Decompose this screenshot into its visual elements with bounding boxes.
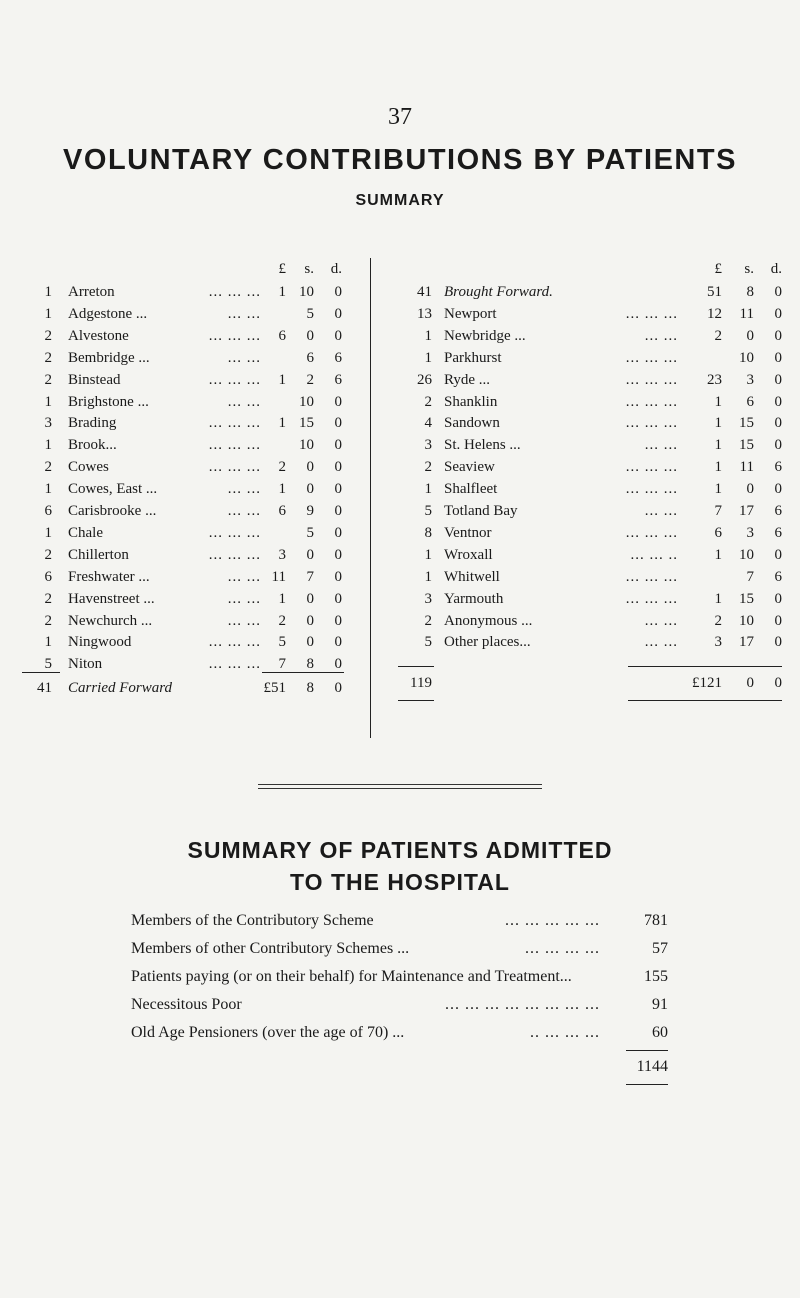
row-shillings: 5 [306, 524, 314, 541]
pounds-header: £ [714, 261, 722, 277]
row-pence: 0 [774, 349, 782, 366]
row-pence: 0 [334, 327, 342, 344]
row-pence: 0 [774, 284, 782, 300]
row-shillings: 7 [746, 568, 754, 585]
row-dots: ... ... ... [625, 481, 678, 498]
row-dots: ... ... ... [208, 327, 261, 344]
row-pounds: 6 [278, 327, 286, 344]
row-shillings: 17 [739, 503, 754, 519]
row-pence: 0 [774, 590, 782, 607]
row-place: Freshwater ... [68, 568, 150, 585]
row-place: Alvestone [68, 327, 129, 344]
row-count: 1 [44, 634, 52, 651]
right-count-rule [398, 666, 434, 667]
right-row [0, 631, 800, 653]
row-pounds: 2 [278, 459, 286, 476]
right-row [0, 566, 800, 588]
right-row [0, 522, 800, 544]
left-total-label: Carried Forward [68, 680, 173, 696]
row-pounds: 1 [714, 590, 722, 607]
row-shillings: 0 [306, 634, 314, 651]
row-count: 1 [44, 393, 52, 410]
row-dots: ... ... [644, 634, 678, 651]
right-amount-underline [628, 700, 782, 701]
right-column-header [0, 258, 800, 280]
row-pence: 0 [334, 656, 342, 673]
admissions-total: 1144 [636, 1058, 668, 1075]
admissions-dots: ... ... ... ... ... [505, 912, 600, 929]
row-place: Anonymous ... [444, 612, 533, 629]
row-pounds: 1 [714, 546, 722, 563]
row-count: 6 [44, 503, 52, 519]
row-dots: ... ... ... [208, 437, 261, 454]
row-shillings: 15 [739, 437, 754, 454]
row-count: 2 [44, 371, 52, 388]
row-shillings: 10 [299, 437, 314, 454]
row-dots: ... ... ... [625, 305, 678, 322]
row-count: 41 [417, 284, 432, 300]
row-count: 5 [424, 503, 432, 519]
row-count: 1 [44, 524, 52, 541]
row-pounds: 1 [278, 481, 286, 498]
row-dots: ... ... ... [208, 459, 261, 476]
row-shillings: 0 [306, 481, 314, 498]
row-dots: ... ... ... [208, 415, 261, 432]
right-row [0, 610, 800, 632]
row-shillings: 11 [739, 305, 754, 322]
right-row [0, 325, 800, 347]
row-place: Wroxall [444, 546, 493, 563]
row-dots: ... ... [227, 612, 261, 629]
row-count: 2 [44, 546, 52, 563]
row-dots: ... ... ... [625, 590, 678, 607]
left-total-pence: 0 [334, 680, 342, 696]
row-pence: 6 [334, 371, 342, 388]
row-pounds: 2 [714, 327, 722, 344]
row-pounds: 23 [707, 371, 722, 388]
row-count: 2 [44, 327, 52, 344]
row-shillings: 6 [746, 393, 754, 410]
row-pence: 0 [334, 415, 342, 432]
admissions-value: 60 [652, 1024, 668, 1041]
row-dots: ... ... ... [625, 459, 678, 476]
admissions-label: Old Age Pensioners (over the age of 70) ... [131, 1024, 405, 1041]
row-shillings: 6 [306, 349, 314, 366]
right-row [0, 347, 800, 369]
row-count: 1 [424, 481, 432, 498]
right-row [0, 478, 800, 500]
row-count: 5 [424, 634, 432, 651]
row-pounds: 3 [714, 634, 722, 651]
admissions-dots: ... ... ... ... ... ... ... ... [445, 996, 600, 1013]
row-pounds: 6 [278, 503, 286, 519]
shillings-header: s. [744, 261, 754, 277]
row-pounds: 2 [714, 612, 722, 629]
row-place: Arreton [68, 284, 115, 300]
row-dots: ... ... [227, 349, 261, 366]
row-shillings: 9 [306, 503, 314, 519]
row-place: Newbridge ... [444, 327, 526, 344]
right-total-row [0, 672, 800, 694]
row-count: 1 [424, 327, 432, 344]
row-pence: 0 [334, 524, 342, 541]
right-row [0, 434, 800, 456]
right-row [0, 369, 800, 391]
row-place: Niton [68, 656, 103, 673]
admissions-row [0, 964, 800, 990]
row-pence: 0 [334, 284, 342, 300]
right-row [0, 412, 800, 434]
row-dots: ... ... ... [208, 546, 261, 563]
row-pence: 0 [774, 634, 782, 651]
row-pounds: 6 [714, 524, 722, 541]
left-total-count: 41 [37, 680, 52, 696]
section-separator-top [258, 784, 542, 785]
row-count: 2 [44, 612, 52, 629]
admissions-dots: ... ... ... ... [525, 940, 600, 957]
row-count: 2 [44, 349, 52, 366]
page-title: VOLUNTARY CONTRIBUTIONS BY PATIENTS [63, 144, 737, 176]
row-pounds: 5 [278, 634, 286, 651]
admissions-label: Patients paying (or on their behalf) for Maintenance and Treatment... [131, 968, 572, 985]
row-pence: 6 [774, 568, 782, 585]
row-place: Havenstreet ... [68, 590, 155, 607]
row-shillings: 10 [739, 349, 754, 366]
right-total-pence: 0 [774, 675, 782, 691]
row-count: 3 [424, 437, 432, 454]
row-dots: ... ... ... [208, 371, 261, 388]
row-place: Cowes, East ... [68, 481, 158, 498]
row-place: St. Helens ... [444, 437, 521, 454]
row-pounds: 12 [707, 305, 722, 322]
admissions-row [0, 992, 800, 1018]
column-divider [370, 258, 371, 738]
row-place: Newchurch ... [68, 612, 153, 629]
row-place: Shanklin [444, 393, 498, 410]
row-dots: ... ... ... [208, 284, 261, 300]
row-pounds: 1 [714, 459, 722, 476]
row-place: Newport [444, 305, 497, 322]
row-shillings: 0 [306, 590, 314, 607]
admissions-row [0, 1020, 800, 1046]
row-dots: ... ... [644, 612, 678, 629]
row-count: 1 [44, 437, 52, 454]
right-row [0, 303, 800, 325]
row-pounds: 1 [278, 371, 286, 388]
row-count: 3 [424, 590, 432, 607]
row-count: 2 [44, 590, 52, 607]
row-pence: 0 [774, 612, 782, 629]
row-place: Carisbrooke ... [68, 503, 157, 519]
row-pence: 0 [334, 546, 342, 563]
row-count: 2 [424, 459, 432, 476]
row-dots: ... ... .. [630, 546, 678, 563]
row-place: Chillerton [68, 546, 129, 563]
row-pence: 6 [334, 349, 342, 366]
row-place: Ventnor [444, 524, 492, 541]
admissions-value: 91 [652, 996, 668, 1013]
row-dots: ... ... ... [208, 524, 261, 541]
admissions-total-rule [626, 1050, 668, 1051]
right-total-pounds: £121 [692, 675, 722, 691]
row-pounds: 7 [278, 656, 286, 673]
row-dots: ... ... ... [625, 415, 678, 432]
row-dots: ... ... ... [625, 349, 678, 366]
right-total-shillings: 0 [746, 675, 754, 691]
row-pounds: 7 [714, 503, 722, 519]
row-shillings: 15 [739, 415, 754, 432]
row-place: Brook... [68, 437, 117, 454]
row-shillings: 11 [739, 459, 754, 476]
row-pounds: 3 [278, 546, 286, 563]
row-pence: 0 [774, 371, 782, 388]
row-shillings: 0 [306, 612, 314, 629]
row-pence: 0 [774, 393, 782, 410]
row-pence: 6 [774, 503, 782, 519]
row-shillings: 0 [306, 546, 314, 563]
row-dots: ... ... [227, 568, 261, 585]
row-count: 2 [424, 393, 432, 410]
right-amount-rule [628, 666, 782, 667]
row-count: 3 [44, 415, 52, 432]
row-place: Ryde ... [444, 371, 491, 388]
row-shillings: 5 [306, 305, 314, 322]
row-shillings: 8 [306, 656, 314, 673]
row-count: 6 [44, 568, 52, 585]
row-pounds: 1 [714, 415, 722, 432]
row-shillings: 3 [746, 371, 754, 388]
row-pounds: 1 [714, 437, 722, 454]
right-row [0, 544, 800, 566]
row-pence: 0 [774, 437, 782, 454]
row-pence: 0 [774, 415, 782, 432]
section-separator-bottom [258, 788, 542, 789]
row-dots: ... ... [644, 327, 678, 344]
row-place: Ningwood [68, 634, 132, 651]
row-dots: ... ... ... [208, 634, 261, 651]
row-pounds: 1 [278, 590, 286, 607]
row-count: 26 [417, 371, 432, 388]
pence-header: d. [770, 261, 782, 277]
row-count: 5 [44, 656, 52, 673]
row-shillings: 10 [299, 393, 314, 410]
row-pence: 0 [334, 590, 342, 607]
admissions-title-line-1: SUMMARY OF PATIENTS ADMITTED [187, 837, 613, 863]
row-count: 1 [424, 349, 432, 366]
row-pence: 0 [334, 503, 342, 519]
row-pence: 0 [774, 481, 782, 498]
row-pence: 0 [334, 459, 342, 476]
row-place: Binstead [68, 371, 121, 388]
row-place: Parkhurst [444, 349, 502, 366]
row-pence: 0 [334, 393, 342, 410]
row-shillings: 0 [746, 481, 754, 498]
right-total-count: 119 [410, 675, 432, 691]
admissions-value: 155 [644, 968, 668, 985]
right-row [0, 500, 800, 522]
right-count-underline [398, 700, 434, 701]
admissions-label: Necessitous Poor [131, 996, 242, 1013]
row-dots: ... ... [227, 481, 261, 498]
pounds-header: £ [278, 261, 286, 277]
row-shillings: 17 [739, 634, 754, 651]
row-place: Sandown [444, 415, 500, 432]
row-pounds: 1 [278, 284, 286, 300]
row-pounds: 11 [271, 568, 286, 585]
right-row [0, 391, 800, 413]
row-dots: ... ... ... [625, 371, 678, 388]
shillings-header: s. [304, 261, 314, 277]
row-pence: 0 [334, 305, 342, 322]
row-count: 13 [417, 305, 432, 322]
row-place: Brighstone ... [68, 393, 149, 410]
admissions-dots: .. ... ... ... [530, 1024, 600, 1041]
row-count: 1 [424, 568, 432, 585]
row-shillings: 8 [746, 284, 754, 300]
row-place: Bembridge ... [68, 349, 150, 366]
row-pounds: 2 [278, 612, 286, 629]
admissions-label: Members of other Contributory Schemes ... [131, 940, 410, 957]
row-count: 1 [44, 305, 52, 322]
row-shillings: 0 [306, 327, 314, 344]
row-count: 4 [424, 415, 432, 432]
row-place: Other places... [444, 634, 531, 651]
admissions-title [0, 834, 800, 898]
row-place: Yarmouth [444, 590, 504, 607]
section-subtitle: SUMMARY [355, 192, 445, 209]
row-shillings: 0 [306, 459, 314, 476]
page-number: 37 [388, 104, 412, 130]
left-total-shillings: 8 [306, 680, 314, 696]
row-pence: 0 [774, 305, 782, 322]
row-count: 8 [424, 524, 432, 541]
row-dots: ... ... [644, 503, 678, 519]
row-count: 2 [424, 612, 432, 629]
row-place: Cowes [68, 459, 109, 476]
right-row [0, 456, 800, 478]
row-shillings: 15 [299, 415, 314, 432]
row-pounds: 51 [707, 284, 722, 300]
row-pence: 0 [334, 481, 342, 498]
row-place: Whitwell [444, 568, 500, 585]
admissions-title-line-2: TO THE HOSPITAL [290, 869, 510, 895]
pence-header: d. [330, 261, 342, 277]
row-shillings: 15 [739, 590, 754, 607]
row-place: Shalfleet [444, 481, 498, 498]
admissions-value: 57 [652, 940, 668, 957]
row-count: 1 [44, 481, 52, 498]
row-count: 1 [424, 546, 432, 563]
row-dots: ... ... [227, 503, 261, 519]
row-pounds: 1 [714, 393, 722, 410]
row-pence: 0 [334, 634, 342, 651]
row-dots: ... ... ... [625, 568, 678, 585]
row-shillings: 0 [746, 327, 754, 344]
row-dots: ... ... ... [208, 656, 261, 673]
row-dots: ... ... [227, 305, 261, 322]
row-pence: 0 [334, 437, 342, 454]
row-pence: 0 [774, 327, 782, 344]
row-place: Adgestone ... [68, 305, 148, 322]
row-place: Seaview [444, 459, 495, 476]
admissions-value: 781 [644, 912, 668, 929]
admissions-row [0, 908, 800, 934]
row-pounds: 1 [714, 481, 722, 498]
row-pounds: 1 [278, 415, 286, 432]
row-shillings: 10 [299, 284, 314, 300]
row-shillings: 7 [306, 568, 314, 585]
row-count: 1 [44, 284, 52, 300]
row-shillings: 10 [739, 612, 754, 629]
admissions-label: Members of the Contributory Scheme [131, 912, 374, 929]
row-dots: ... ... [227, 590, 261, 607]
row-dots: ... ... [227, 393, 261, 410]
row-count: 2 [44, 459, 52, 476]
left-total-pounds: £51 [263, 680, 286, 696]
row-pence: 0 [334, 568, 342, 585]
row-place: Brought Forward. [444, 284, 553, 300]
row-shillings: 2 [306, 371, 314, 388]
row-place: Chale [68, 524, 103, 541]
row-shillings: 3 [746, 524, 754, 541]
row-dots: ... ... ... [625, 524, 678, 541]
row-pence: 6 [774, 524, 782, 541]
row-place: Totland Bay [444, 503, 518, 519]
row-pence: 0 [334, 612, 342, 629]
right-row [0, 588, 800, 610]
row-pence: 0 [774, 546, 782, 563]
row-dots: ... ... ... [625, 393, 678, 410]
admissions-row [0, 936, 800, 962]
admissions-total-underline [626, 1084, 668, 1085]
row-shillings: 10 [739, 546, 754, 563]
row-place: Brading [68, 415, 117, 432]
row-pence: 6 [774, 459, 782, 476]
right-row [0, 281, 800, 303]
row-dots: ... ... [644, 437, 678, 454]
